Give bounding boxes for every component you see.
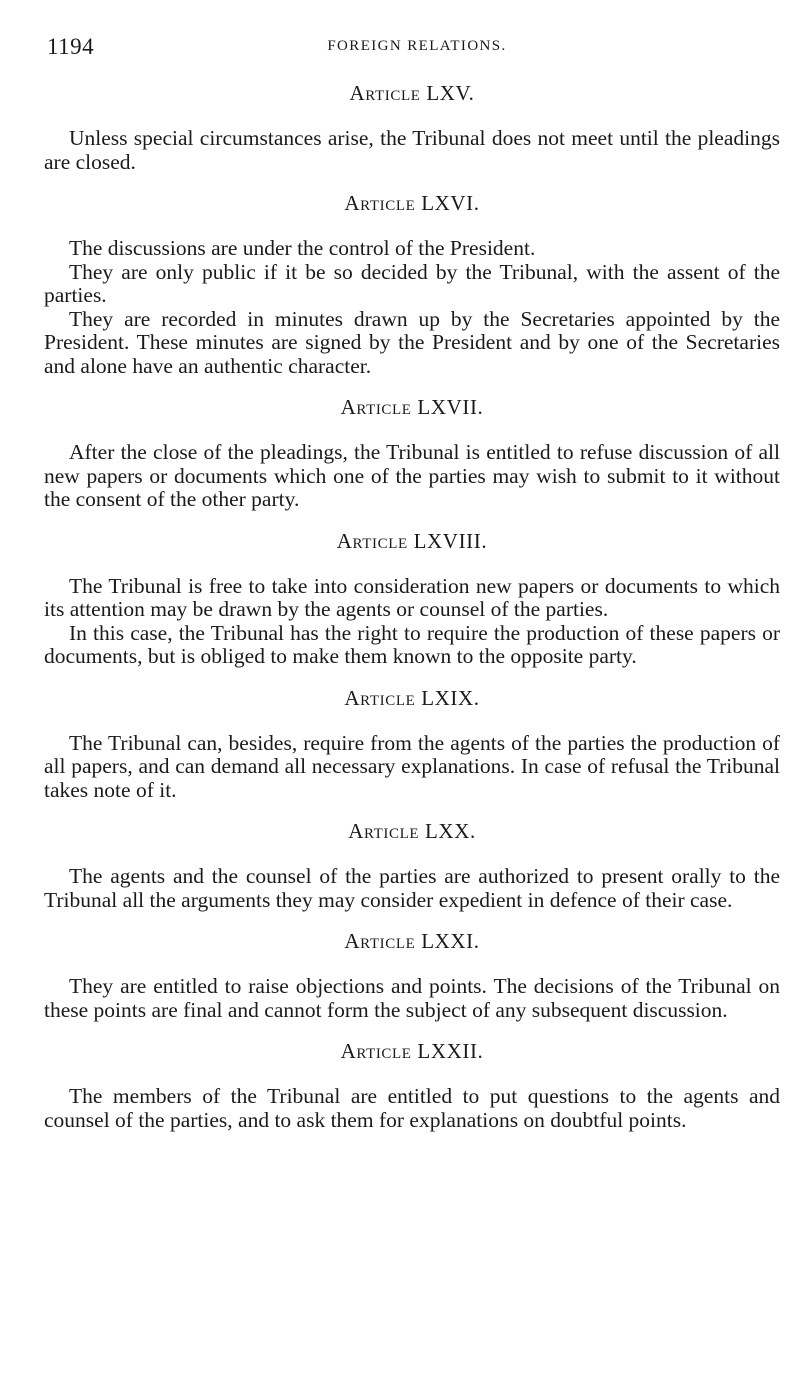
running-title: FOREIGN RELATIONS. [327,38,507,54]
article-heading: Article LXX. [348,819,476,843]
article-paragraph: They are only public if it be so decided by the Tribunal, with the assent of the parties. [44,259,780,307]
article-section [44,190,780,378]
article-body [44,237,780,378]
article-body [44,575,780,669]
article-heading: Article LXXI. [344,929,480,953]
article-section [44,818,780,912]
page-number: 1194 [47,34,95,59]
article-heading: Article LXIX. [344,685,480,710]
article-paragraph: The Tribunal is free to take into consideration new papers or documents to which its attention may be drawn by the agents or counsel of the parties. [44,573,780,621]
article-body [44,127,780,174]
article-body [44,1085,780,1132]
article-body [44,975,780,1022]
article-heading: Article LXVII. [340,395,484,419]
article-paragraph: In this case, the Tribunal has the right to require the production of these papers or documents, but is obliged to make them known to the opposite party. [44,620,780,668]
article-section [44,528,780,669]
article-paragraph: They are recorded in minutes drawn up by the Secretaries appointed by the President. These minutes are signed by the President and by one of the Secretaries and alone have an authentic character. [44,306,780,378]
article-paragraph: The members of the Tribunal are entitled to put questions to the agents and counsel of the parties, and to ask them for explanations on doubtful points. [44,1084,780,1132]
article-section [44,685,780,803]
article-section [44,928,780,1022]
articles-container [44,80,780,1132]
running-head [44,34,780,64]
article-body [44,865,780,912]
article-body [44,441,780,512]
article-section [44,394,780,512]
article-paragraph: Unless special circumstances arise, the Tribunal does not meet until the pleadings are closed. [44,126,780,174]
article-paragraph: The discussions are under the control of the President. [69,236,536,260]
article-section [44,80,780,174]
article-paragraph: They are entitled to raise objections and points. The decisions of the Tribunal on these points are final and cannot form the subject of any subsequent discussion. [44,974,780,1022]
article-heading: Article LXV. [349,81,475,105]
article-paragraph: The agents and the counsel of the parties are authorized to present orally to the Tribunal all the arguments they may consider expedient in defence of their case. [44,864,780,912]
document-page [44,34,780,1146]
article-heading: Article LXVI. [344,191,480,215]
article-body [44,732,780,803]
article-heading: Article LXXII. [340,1039,484,1063]
article-section [44,1038,780,1132]
article-paragraph: The Tribunal can, besides, require from the agents of the parties the production of all papers, and can demand all necessary explanations. In case of refusal the Tribunal takes note of it. [44,730,780,802]
article-heading: Article LXVIII. [336,528,488,553]
article-paragraph: After the close of the pleadings, the Tribunal is entitled to refuse discussion of all new papers or documents which one of the parties may wish to submit to it without the consent of the other party. [44,440,780,511]
